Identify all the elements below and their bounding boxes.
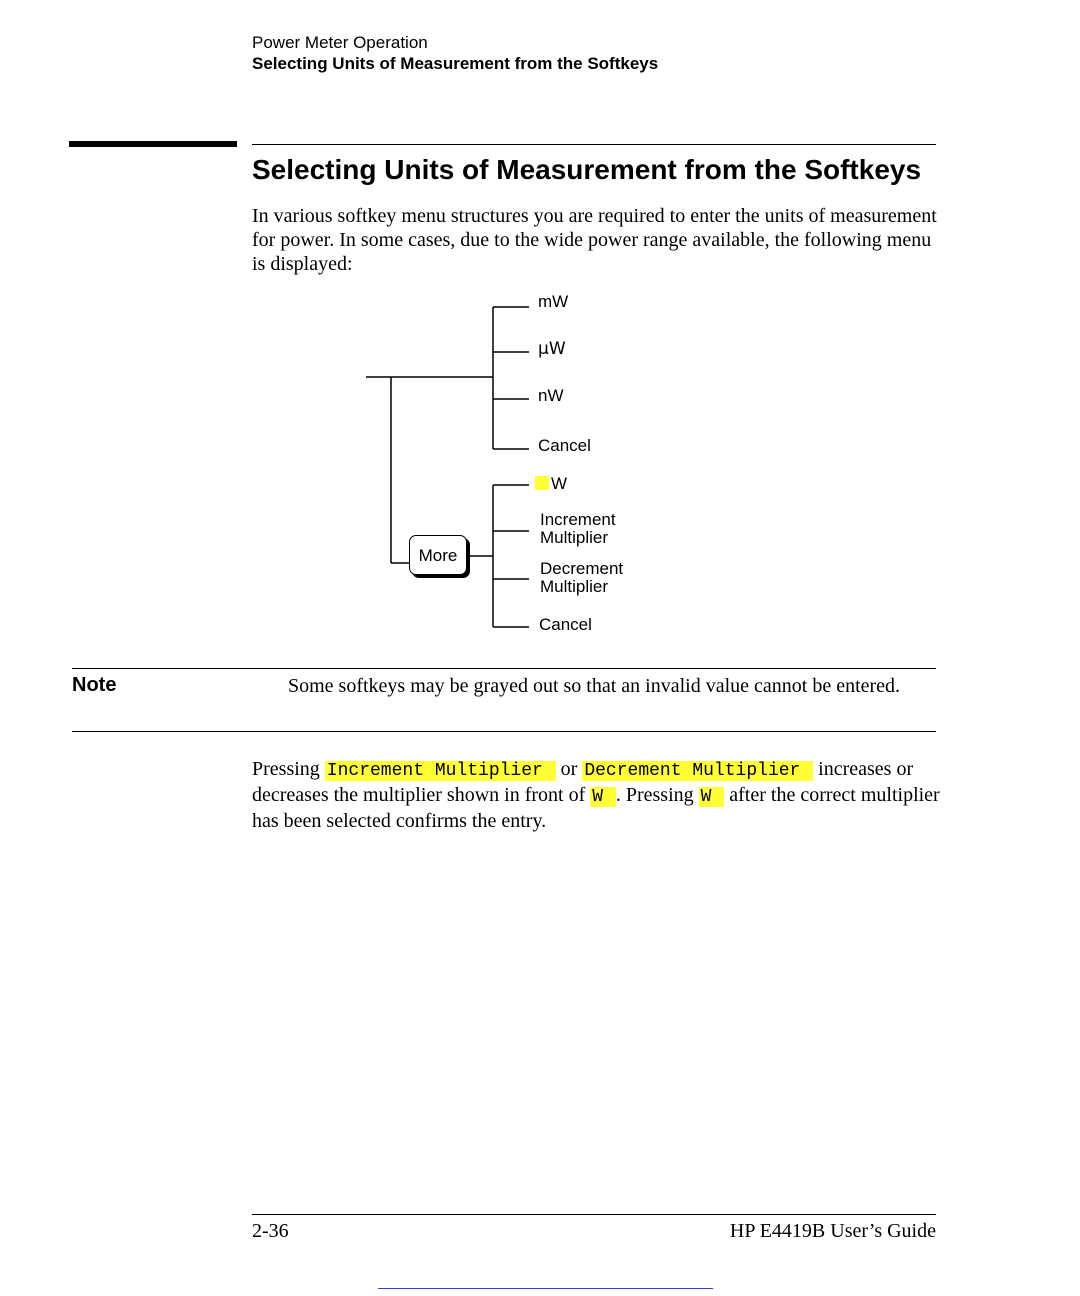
section-top-rule: [252, 144, 936, 145]
body-text-3: increases or decreases the multiplier shown in front of: [252, 758, 914, 806]
guide-title: HP E4419B User’s Guide: [729, 1220, 936, 1242]
decrement-line2: Multiplier: [540, 577, 609, 596]
w-key-ref: W: [592, 787, 614, 807]
page-number: 2-36: [252, 1220, 289, 1242]
footer-rule: [252, 1214, 936, 1215]
body-text-4: . Pressing: [615, 784, 699, 806]
note-text: Some softkeys may be grayed out so that an invalid value cannot be entered.: [288, 675, 901, 697]
multiplier-highlight: [535, 476, 549, 490]
softkey-mw[interactable]: mW: [538, 292, 569, 311]
increment-multiplier-key-ref: Increment Multiplier: [326, 761, 554, 781]
softkey-uw[interactable]: µW: [538, 339, 566, 359]
section-marker-bar: [69, 141, 237, 147]
softkey-nw[interactable]: nW: [538, 386, 564, 405]
decrement-line1: Decrement: [540, 559, 624, 578]
softkey-decrement-multiplier[interactable]: [540, 560, 623, 596]
page-title: Selecting Units of Measurement from the Softkeys: [252, 154, 922, 185]
increment-line2: Multiplier: [540, 528, 609, 547]
note-label: Note: [72, 674, 117, 696]
decrement-multiplier-key-ref: Decrement Multiplier: [584, 761, 812, 781]
more-button[interactable]: More: [409, 535, 467, 575]
running-header-section: Power Meter Operation: [252, 33, 428, 52]
intro-paragraph: In various softkey menu structures you are required to enter the units of measurement for power. In some cases, due to the wide power range available, the following menu is displayed:: [252, 205, 937, 275]
softkey-increment-multiplier[interactable]: [540, 511, 616, 547]
note-bottom-rule: [72, 731, 936, 732]
w-key-ref-2: W: [700, 787, 723, 807]
softkey-w[interactable]: [535, 475, 567, 493]
softkey-cancel-second[interactable]: Cancel: [539, 615, 592, 634]
body-text-1: Pressing: [252, 758, 325, 780]
running-header-subsection: Selecting Units of Measurement from the Softkeys: [252, 54, 659, 73]
bottom-link-underline: [378, 1288, 713, 1289]
note-top-rule: [72, 668, 936, 669]
body-text-2: or: [555, 758, 583, 780]
softkey-cancel[interactable]: Cancel: [538, 436, 591, 455]
softkey-w-label: W: [551, 474, 568, 493]
body-paragraph: [252, 757, 942, 833]
body-text-5: after the correct multiplier has been selected confirms the entry.: [252, 784, 940, 832]
increment-line1: Increment: [540, 510, 616, 529]
